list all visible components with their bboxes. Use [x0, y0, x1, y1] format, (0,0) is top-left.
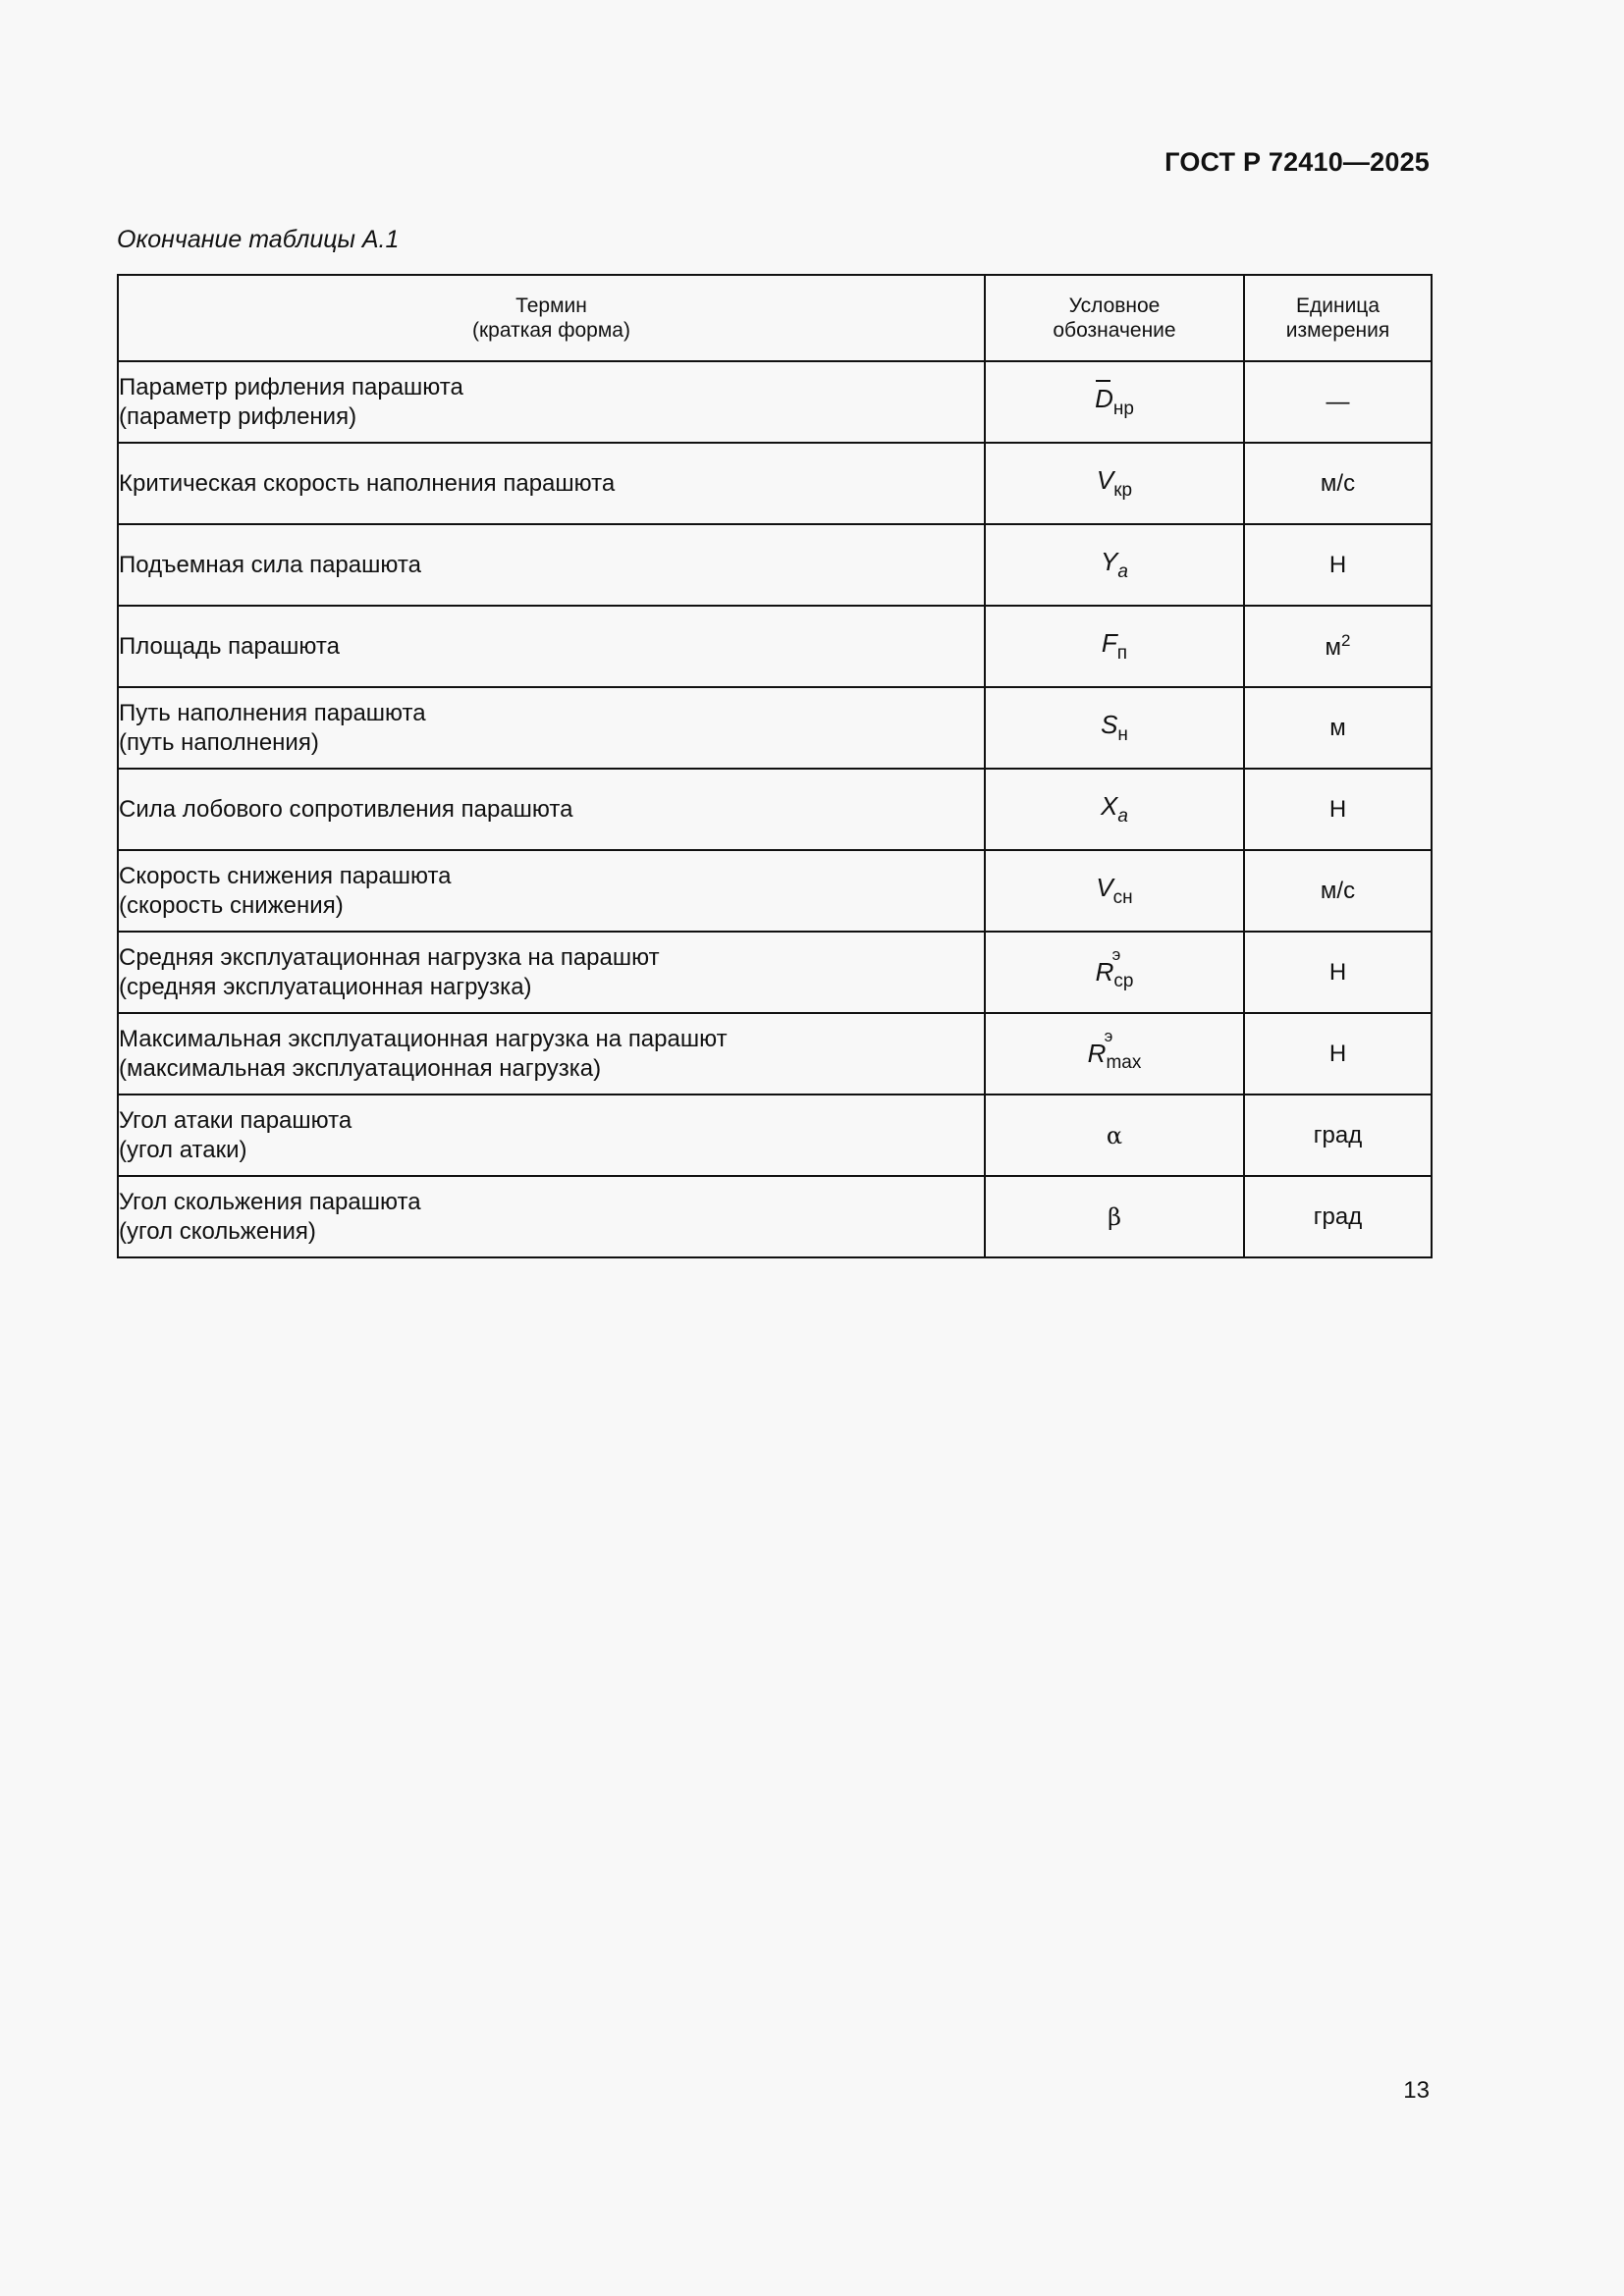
symbol-base: D	[1095, 384, 1113, 413]
symbol	[1101, 547, 1128, 583]
symbol-subscript: кр	[1113, 480, 1133, 501]
symbol-superscript: э	[1104, 1027, 1113, 1045]
symbol-base: F	[1101, 628, 1117, 658]
symbol-base: X	[1101, 791, 1118, 821]
table-row	[118, 850, 1432, 932]
unit-cell: Н	[1244, 524, 1432, 606]
term-cell	[118, 932, 985, 1013]
page-number: 13	[1403, 2077, 1430, 2104]
column-header-unit-line2: измерения	[1285, 319, 1390, 342]
symbol	[1095, 384, 1134, 420]
term-short: (максимальная эксплуатационная нагрузка)	[119, 1054, 602, 1082]
symbol-subscript: a	[1117, 806, 1128, 827]
table-caption: Окончание таблицы А.1	[117, 226, 400, 253]
table-row	[118, 443, 1432, 524]
term-cell	[118, 850, 985, 932]
table-row	[118, 1176, 1432, 1257]
term-short: (параметр рифления)	[119, 402, 357, 430]
symbol-subscript: п	[1116, 643, 1128, 664]
term-full: Максимальная эксплуатационная нагрузка на парашют	[119, 1025, 728, 1052]
symbol-cell	[985, 1013, 1244, 1095]
symbol-base: V	[1096, 465, 1114, 495]
term-cell	[118, 443, 985, 524]
symbol-cell	[985, 524, 1244, 606]
symbol-subscript: a	[1117, 561, 1128, 582]
symbol-base: S	[1101, 710, 1118, 739]
symbol: α	[1106, 1122, 1123, 1149]
table-header-row	[118, 275, 1432, 361]
table-row	[118, 606, 1432, 687]
unit-cell: Н	[1244, 932, 1432, 1013]
term-short: (путь наполнения)	[119, 728, 319, 756]
unit-cell	[1244, 606, 1432, 687]
terms-table	[117, 274, 1433, 1258]
column-header-term-line1: Термин	[515, 294, 587, 317]
column-header-term-line2: (краткая форма)	[472, 319, 630, 342]
term-cell	[118, 1013, 985, 1095]
term-full: Угол скольжения парашюта	[119, 1188, 421, 1215]
table-row	[118, 1013, 1432, 1095]
symbol-subscript: нр	[1112, 399, 1134, 419]
term-full: Подъемная сила парашюта	[119, 551, 421, 578]
symbol	[1101, 791, 1128, 828]
term-full: Критическая скорость наполнения парашюта	[119, 469, 616, 497]
symbol-subscript: н	[1117, 724, 1128, 745]
column-header-symbol	[985, 275, 1244, 361]
term-cell	[118, 1095, 985, 1176]
term-cell	[118, 524, 985, 606]
table-row	[118, 361, 1432, 443]
document-standard-header: ГОСТ Р 72410—2025	[1164, 147, 1430, 177]
column-header-term	[118, 275, 985, 361]
symbol-cell	[985, 361, 1244, 443]
unit-cell: Н	[1244, 769, 1432, 850]
term-cell	[118, 606, 985, 687]
symbol-cell	[985, 1095, 1244, 1176]
symbol	[1097, 465, 1132, 502]
symbol: β	[1108, 1203, 1121, 1231]
symbol-cell	[985, 932, 1244, 1013]
symbol-base: Y	[1101, 547, 1118, 576]
term-cell	[118, 769, 985, 850]
term-short: (угол атаки)	[119, 1136, 247, 1163]
unit-cell: град	[1244, 1095, 1432, 1176]
term-cell	[118, 687, 985, 769]
term-full: Сила лобового сопротивления парашюта	[119, 795, 573, 823]
unit-cell: град	[1244, 1176, 1432, 1257]
term-cell	[118, 361, 985, 443]
column-header-symbol-line1: Условное	[1068, 294, 1161, 317]
symbol-cell	[985, 443, 1244, 524]
table-row	[118, 769, 1432, 850]
unit-cell: м/с	[1244, 850, 1432, 932]
symbol-base: V	[1096, 873, 1113, 902]
symbol-superscript: э	[1111, 945, 1121, 964]
term-short: (угол скольжения)	[119, 1217, 316, 1245]
table-row	[118, 932, 1432, 1013]
unit-superscript: 2	[1341, 631, 1351, 650]
unit-cell: —	[1244, 361, 1432, 443]
symbol-cell	[985, 1176, 1244, 1257]
symbol-subscript: ср	[1113, 971, 1134, 991]
table-row	[118, 1095, 1432, 1176]
symbol	[1096, 873, 1132, 909]
symbol-subscript: сн	[1112, 887, 1133, 908]
term-cell	[118, 1176, 985, 1257]
term-full: Путь наполнения парашюта	[119, 699, 426, 726]
unit-cell: Н	[1244, 1013, 1432, 1095]
symbol-cell	[985, 687, 1244, 769]
term-short: (средняя эксплуатационная нагрузка)	[119, 973, 532, 1000]
term-full: Скорость снижения парашюта	[119, 862, 452, 889]
symbol-cell	[985, 850, 1244, 932]
column-header-unit	[1244, 275, 1432, 361]
term-full: Площадь парашюта	[119, 632, 340, 660]
table-row	[118, 524, 1432, 606]
symbol	[1102, 628, 1127, 665]
symbol-cell	[985, 606, 1244, 687]
term-short: (скорость снижения)	[119, 891, 344, 919]
term-full: Угол атаки парашюта	[119, 1106, 352, 1134]
symbol	[1095, 945, 1134, 991]
symbol	[1101, 710, 1128, 746]
symbol-base: R	[1087, 1039, 1107, 1068]
symbol-cell	[985, 769, 1244, 850]
symbol	[1087, 1027, 1142, 1073]
table-row	[118, 687, 1432, 769]
symbol-subscript: max	[1106, 1052, 1142, 1073]
unit-cell: м/с	[1244, 443, 1432, 524]
column-header-symbol-line2: обозначение	[1053, 319, 1176, 342]
column-header-unit-line1: Единица	[1295, 294, 1380, 317]
term-full: Параметр рифления парашюта	[119, 373, 463, 400]
unit-text: м	[1325, 634, 1342, 661]
unit-cell: м	[1244, 687, 1432, 769]
term-full: Средняя эксплуатационная нагрузка на парашют	[119, 943, 660, 971]
symbol-base: R	[1095, 957, 1114, 987]
